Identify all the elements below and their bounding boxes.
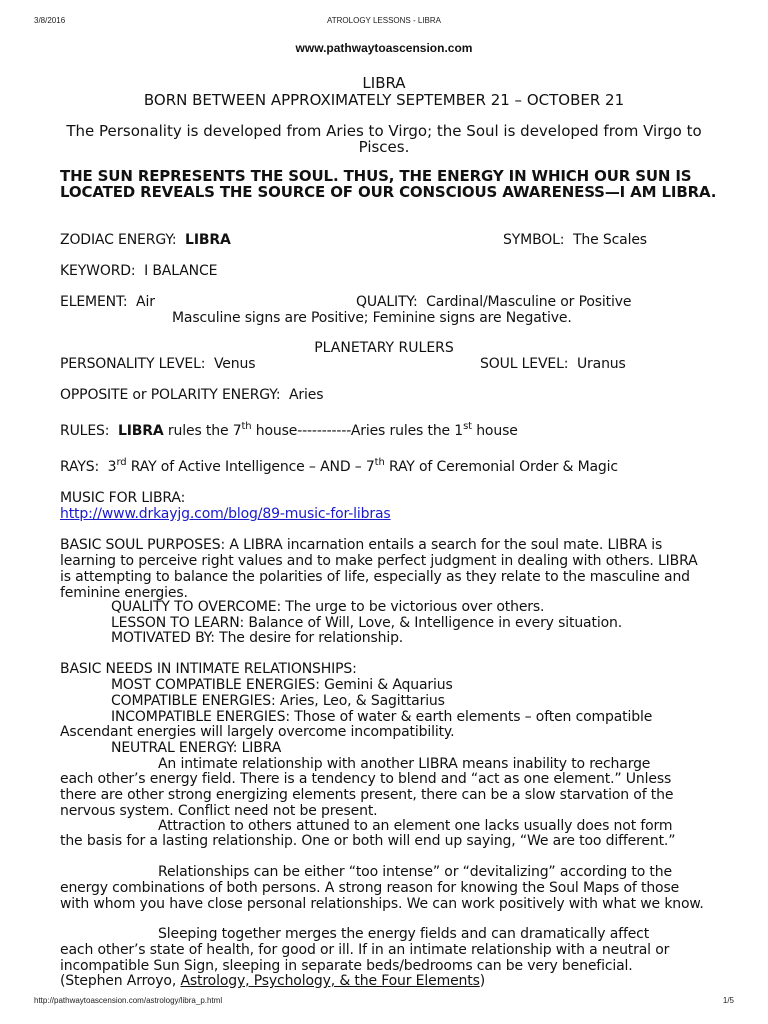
opposite-label: OPPOSITE or POLARITY ENERGY: xyxy=(60,387,281,403)
print-date: 3/8/2016 xyxy=(34,16,66,25)
rules-row xyxy=(60,423,518,439)
element-value: Air xyxy=(136,294,155,310)
incompatible: INCOMPATIBLE ENERGIES: Those of water & earth elements – often compatible xyxy=(111,709,653,725)
quality-label: QUALITY: xyxy=(356,294,418,310)
rays-sup-2: th xyxy=(374,457,385,468)
citation-post: ) xyxy=(479,973,486,989)
intro-text: The Personality is developed from Aries to Virgo; the Soul is developed from Virgo to Pisces. xyxy=(66,122,702,156)
music-link[interactable]: http://www.drkayjg.com/blog/89-music-for-libras xyxy=(60,506,391,522)
lesson-to-learn: LESSON TO LEARN: Balance of Will, Love, & Intelligence in every situation. xyxy=(111,615,623,631)
symbol-row xyxy=(503,232,647,248)
site-url: www.pathwaytoascension.com xyxy=(295,41,473,55)
born-dates: BORN BETWEEN APPROXIMATELY SEPTEMBER 21 – OCTOBER 21 xyxy=(143,91,625,109)
rulers-heading: PLANETARY RULERS xyxy=(314,340,454,356)
most-compatible: MOST COMPATIBLE ENERGIES: Gemini & Aquarius xyxy=(111,677,453,693)
motivated-by: MOTIVATED BY: The desire for relationship. xyxy=(111,630,404,646)
rules-sup-2: st xyxy=(463,421,472,432)
attraction-para-lead: Attraction to others attuned to an element one lacks usually does not form xyxy=(158,818,673,834)
symbol-value: The Scales xyxy=(572,232,647,248)
needs-heading: BASIC NEEDS IN INTIMATE RELATIONSHIPS: xyxy=(60,661,357,677)
opposite-row xyxy=(60,387,323,403)
compatible: COMPATIBLE ENERGIES: Aries, Leo, & Sagittarius xyxy=(111,693,445,709)
rays-sup-1: rd xyxy=(116,457,127,468)
neutral-para: each other’s energy field. There is a tendency to blend and “act as one element.” Unless there are other strong energizing elements present, there can be a slow starvation of the nervous system. Conflict need not be present. xyxy=(60,771,674,819)
citation-book: Astrology, Psychology, & the Four Elements xyxy=(180,973,480,989)
personality-level-row xyxy=(60,356,255,372)
element-label: ELEMENT: xyxy=(60,294,128,310)
keyword-label: KEYWORD: xyxy=(60,263,136,279)
quality-row xyxy=(356,294,631,310)
rays-num-1: 3 xyxy=(107,459,117,475)
rules-text-2: house-----------Aries rules the 1 xyxy=(251,423,464,439)
attraction-para: the basis for a lasting relationship. One or both will end up saying, “We are too different.” xyxy=(60,833,676,849)
page-number: 1/5 xyxy=(722,996,734,1005)
print-url: http://pathwaytoascension.com/astrology/libra_p.html xyxy=(34,996,223,1005)
quality-value: Cardinal/Masculine or Positive xyxy=(426,294,632,310)
soul-purposes: BASIC SOUL PURPOSES: A LIBRA incarnation entails a search for the soul mate. LIBRA is learning to perceive right values and to make perfect judgment in dealing with others. LIBRA is attempting to balance the polarities of life, especially as they relate to the masculine and feminine energies. xyxy=(60,537,698,601)
rules-sup-1: th xyxy=(241,421,252,432)
element-row xyxy=(60,294,155,310)
neutral-para-lead: An intimate relationship with another LIBRA means inability to recharge xyxy=(158,756,651,772)
rules-text-3: house xyxy=(471,423,518,439)
citation-pre: (Stephen Arroyo, xyxy=(60,973,181,989)
zodiac-value: LIBRA xyxy=(185,232,231,248)
quality-to-overcome: QUALITY TO OVERCOME: The urge to be victorious over others. xyxy=(111,599,545,615)
sun-statement: THE SUN REPRESENTS THE SOUL. THUS, THE ENERGY IN WHICH OUR SUN IS LOCATED REVEALS THE SOURCE OF OUR CONSCIOUS AWARENESS—I AM LIBRA. xyxy=(60,167,717,201)
sleeping-para: each other’s state of health, for good or ill. If in an intimate relationship with a neutral or incompatible Sun Sign, sleeping in separate beds/bedrooms can be very beneficial. xyxy=(60,942,670,974)
rays-row xyxy=(60,459,618,475)
zodiac-label: ZODIAC ENERGY: xyxy=(60,232,177,248)
citation xyxy=(60,973,710,989)
zodiac-row xyxy=(60,232,231,248)
neutral-energy: NEUTRAL ENERGY: LIBRA xyxy=(111,740,282,756)
rules-sign: LIBRA xyxy=(117,423,164,439)
rays-label: RAYS: xyxy=(60,459,100,475)
relationships-para-lead: Relationships can be either “too intense” or “devitalizing” according to the xyxy=(158,864,672,880)
personality-level-label: PERSONALITY LEVEL: xyxy=(60,356,206,372)
soul-level-row xyxy=(480,356,626,372)
music-label: MUSIC FOR LIBRA: xyxy=(60,490,186,506)
soul-level-label: SOUL LEVEL: xyxy=(480,356,569,372)
sign-polarity-note: Masculine signs are Positive; Feminine signs are Negative. xyxy=(172,310,572,326)
opposite-value: Aries xyxy=(289,387,324,403)
rules-label: RULES: xyxy=(60,423,110,439)
sign-title: LIBRA xyxy=(362,74,406,92)
relationships-para: energy combinations of both persons. A strong reason for knowing the Soul Maps of those with whom you have close personal relationships. We can work positively with what we know. xyxy=(60,880,704,912)
symbol-label: SYMBOL: xyxy=(503,232,565,248)
rays-text-2: RAY of Ceremonial Order & Magic xyxy=(384,459,618,475)
keyword-row xyxy=(60,263,217,279)
keyword-value: I BALANCE xyxy=(144,263,218,279)
rules-text-1: rules the 7 xyxy=(163,423,242,439)
sleeping-para-lead: Sleeping together merges the energy fields and can dramatically affect xyxy=(158,926,650,942)
incompatible-cont: Ascendant energies will largely overcome incompatibility. xyxy=(60,724,455,740)
personality-level-value: Venus xyxy=(213,356,256,372)
soul-level-value: Uranus xyxy=(576,356,626,372)
rays-text-1: RAY of Active Intelligence – AND – 7 xyxy=(126,459,375,475)
print-title: ATROLOGY LESSONS - LIBRA xyxy=(327,16,441,25)
